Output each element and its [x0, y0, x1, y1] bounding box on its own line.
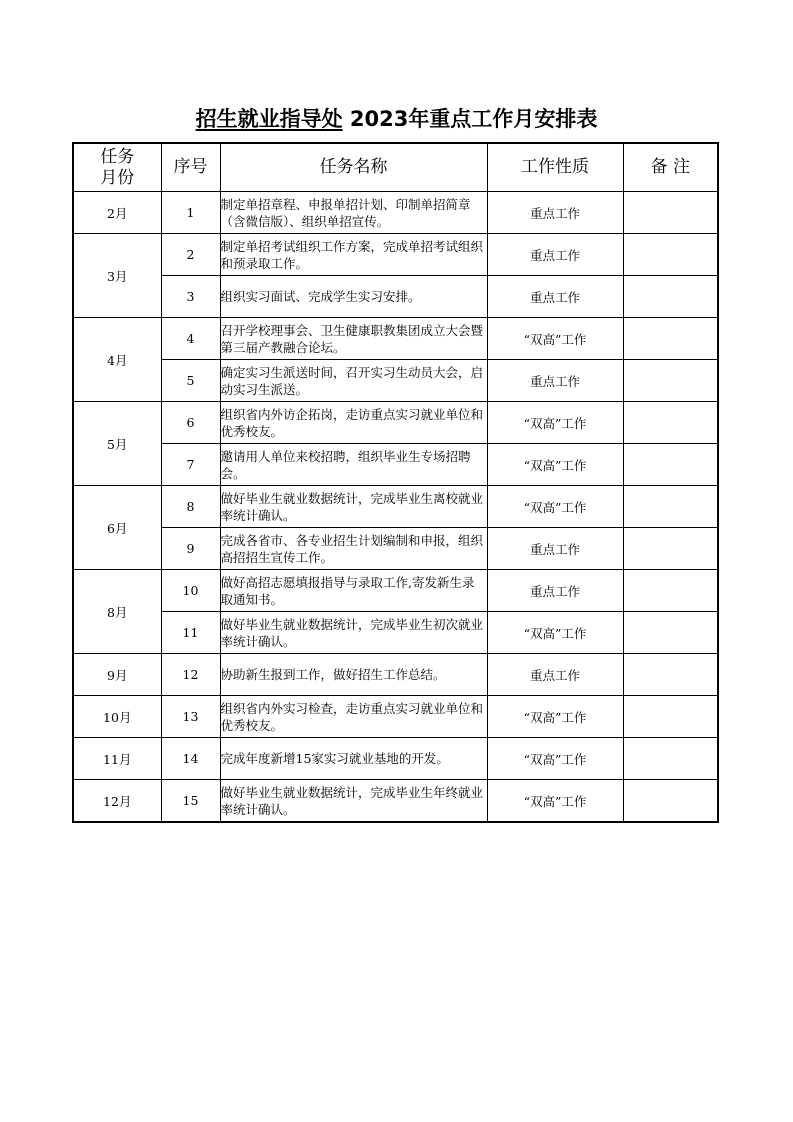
- task-text: 确定实习生派送时间，召开实习生动员大会，启动实习生派送。: [220, 364, 484, 397]
- cell-nature: “双高”工作: [487, 780, 623, 823]
- cell-task: [220, 444, 487, 486]
- cell-nature: 重点工作: [487, 654, 623, 696]
- cell-number: 15: [161, 780, 220, 823]
- cell-number: 5: [161, 360, 220, 402]
- cell-task: [220, 192, 487, 234]
- cell-task: [220, 528, 487, 570]
- page-title: [0, 104, 793, 134]
- cell-number: 2: [161, 234, 220, 276]
- task-text: 做好毕业生就业数据统计，完成毕业生年终就业率统计确认。: [220, 784, 484, 817]
- table-row: [73, 234, 718, 276]
- cell-task: [220, 360, 487, 402]
- cell-number: 1: [161, 192, 220, 234]
- cell-month: 12月: [73, 780, 161, 823]
- cell-task: [220, 780, 487, 823]
- task-text: 召开学校理事会、卫生健康职教集团成立大会暨第三届产教融合论坛。: [220, 322, 484, 355]
- cell-nature: 重点工作: [487, 570, 623, 612]
- header-task: 任务名称: [220, 143, 487, 192]
- cell-nature: “双高”工作: [487, 486, 623, 528]
- cell-month: 5月: [73, 402, 161, 486]
- table-row: [73, 738, 718, 780]
- cell-number: 14: [161, 738, 220, 780]
- cell-remark: [623, 360, 718, 402]
- cell-nature: “双高”工作: [487, 444, 623, 486]
- table-row: [73, 486, 718, 528]
- task-text: 制定单招章程、申报单招计划、印制单招简章（含微信版）、组织单招宣传。: [220, 196, 471, 229]
- cell-task: [220, 276, 487, 318]
- cell-nature: “双高”工作: [487, 402, 623, 444]
- cell-task: [220, 318, 487, 360]
- task-text: 做好毕业生就业数据统计，完成毕业生初次就业率统计确认。: [220, 616, 484, 649]
- cell-nature: 重点工作: [487, 234, 623, 276]
- cell-remark: [623, 612, 718, 654]
- cell-number: 11: [161, 612, 220, 654]
- cell-number: 7: [161, 444, 220, 486]
- table-row: [73, 318, 718, 360]
- cell-task: [220, 738, 487, 780]
- header-month: [73, 143, 161, 192]
- cell-remark: [623, 444, 718, 486]
- table-row: [73, 444, 718, 486]
- cell-remark: [623, 570, 718, 612]
- cell-month: 9月: [73, 654, 161, 696]
- cell-number: 6: [161, 402, 220, 444]
- cell-remark: [623, 486, 718, 528]
- cell-number: 13: [161, 696, 220, 738]
- task-text: 做好高招志愿填报指导与录取工作,寄发新生录取通知书。: [220, 574, 475, 607]
- task-text: 协助新生报到工作，做好招生工作总结。: [220, 667, 446, 682]
- task-text: 组织实习面试、完成学生实习安排。: [220, 289, 421, 304]
- cell-task: [220, 486, 487, 528]
- cell-month: 8月: [73, 570, 161, 654]
- cell-task: [220, 570, 487, 612]
- cell-remark: [623, 234, 718, 276]
- cell-remark: [623, 780, 718, 823]
- cell-nature: 重点工作: [487, 528, 623, 570]
- header-number: 序号: [161, 143, 220, 192]
- cell-month: 6月: [73, 486, 161, 570]
- cell-remark: [623, 654, 718, 696]
- task-text: 组织省内外访企拓岗，走访重点实习就业单位和优秀校友。: [220, 406, 484, 439]
- cell-number: 4: [161, 318, 220, 360]
- cell-nature: 重点工作: [487, 276, 623, 318]
- cell-nature: “双高”工作: [487, 612, 623, 654]
- cell-remark: [623, 738, 718, 780]
- cell-month: 2月: [73, 192, 161, 234]
- cell-task: [220, 402, 487, 444]
- cell-remark: [623, 192, 718, 234]
- table-row: [73, 612, 718, 654]
- table-header-row: [73, 143, 718, 192]
- cell-month: 10月: [73, 696, 161, 738]
- task-text: 制定单招考试组织工作方案，完成单招考试组织和预录取工作。: [220, 238, 484, 271]
- table-row: [73, 570, 718, 612]
- cell-remark: [623, 276, 718, 318]
- cell-number: 8: [161, 486, 220, 528]
- title-department: 招生就业指导处: [195, 107, 343, 131]
- header-remark: 备 注: [623, 143, 718, 192]
- task-text: 完成各省市、各专业招生计划编制和申报，组织高招招生宣传工作。: [220, 532, 484, 565]
- table-row: [73, 654, 718, 696]
- table-row: [73, 528, 718, 570]
- table-row: [73, 780, 718, 823]
- table-body: [73, 192, 718, 823]
- schedule-table: [72, 142, 719, 823]
- cell-remark: [623, 318, 718, 360]
- task-text: 组织省内外实习检查，走访重点实习就业单位和优秀校友。: [220, 700, 484, 733]
- table-row: [73, 360, 718, 402]
- cell-number: 10: [161, 570, 220, 612]
- task-text: 完成年度新增15家实习就业基地的开发。: [220, 751, 449, 766]
- cell-task: [220, 654, 487, 696]
- cell-remark: [623, 528, 718, 570]
- table-row: [73, 696, 718, 738]
- cell-task: [220, 612, 487, 654]
- cell-remark: [623, 696, 718, 738]
- cell-number: 12: [161, 654, 220, 696]
- cell-month: 4月: [73, 318, 161, 402]
- table-row: [73, 192, 718, 234]
- task-text: 邀请用人单位来校招聘，组织毕业生专场招聘会。: [220, 448, 471, 481]
- cell-task: [220, 696, 487, 738]
- header-month-line1: 任务: [100, 146, 135, 167]
- table-row: [73, 276, 718, 318]
- cell-number: 9: [161, 528, 220, 570]
- cell-nature: 重点工作: [487, 360, 623, 402]
- cell-month: 3月: [73, 234, 161, 318]
- cell-number: 3: [161, 276, 220, 318]
- title-rest: 2023年重点工作月安排表: [342, 107, 598, 131]
- cell-nature: “双高”工作: [487, 318, 623, 360]
- cell-nature: “双高”工作: [487, 738, 623, 780]
- cell-nature: “双高”工作: [487, 696, 623, 738]
- cell-month: 11月: [73, 738, 161, 780]
- cell-remark: [623, 402, 718, 444]
- cell-nature: 重点工作: [487, 192, 623, 234]
- cell-task: [220, 234, 487, 276]
- header-nature: 工作性质: [487, 143, 623, 192]
- header-month-line2: 月份: [100, 167, 135, 188]
- table-row: [73, 402, 718, 444]
- task-text: 做好毕业生就业数据统计，完成毕业生离校就业率统计确认。: [220, 490, 484, 523]
